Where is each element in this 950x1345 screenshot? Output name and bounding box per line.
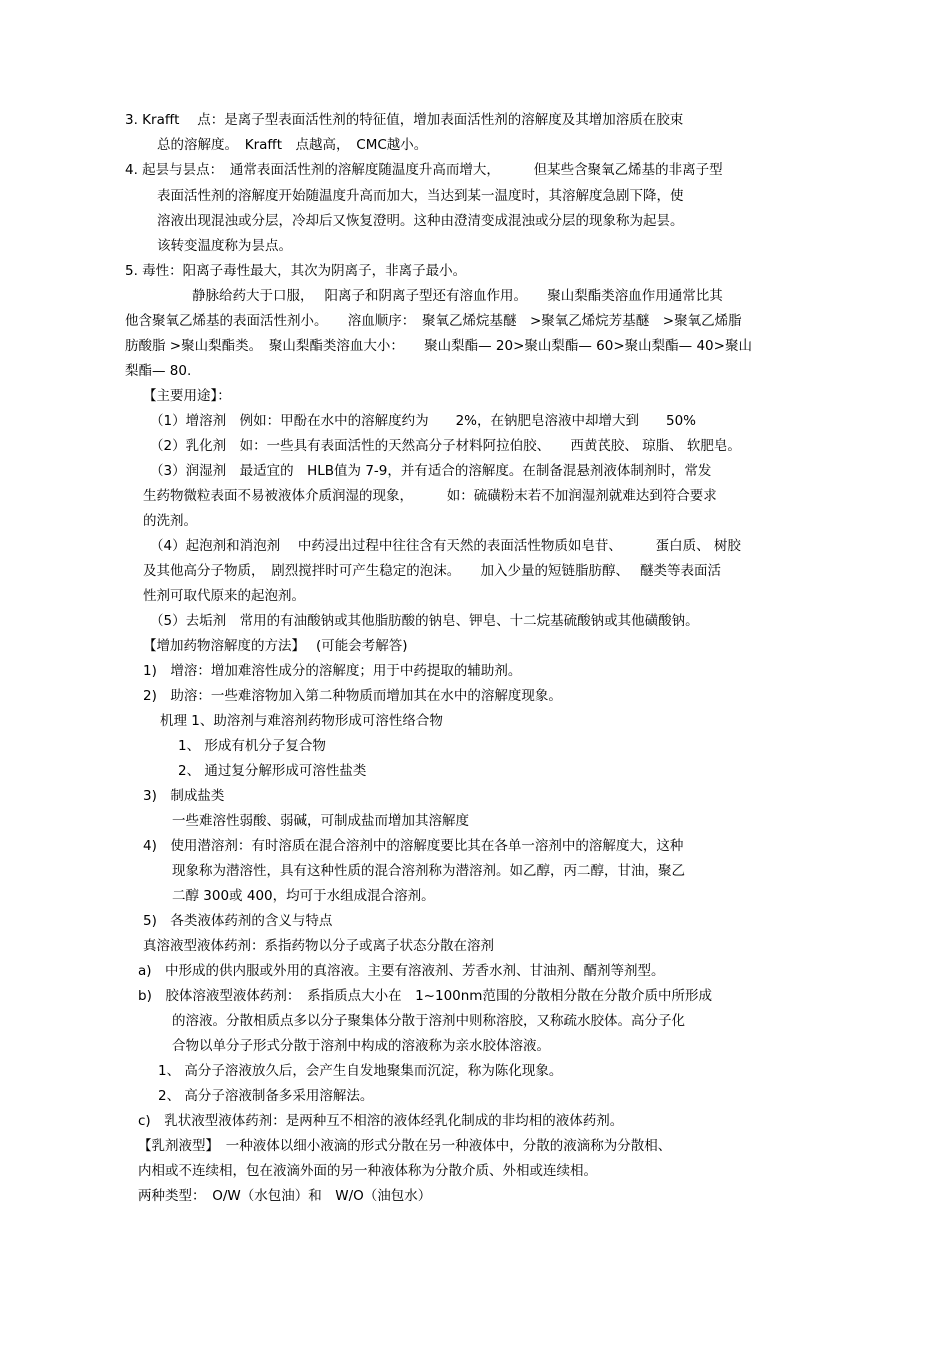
text-line: 1、 高分子溶液放久后，会产生自发地聚集而沉淀，称为陈化现象。 [158,1063,563,1079]
text-line: 4) 使用潜溶剂：有时溶质在混合溶剂中的溶解度要比其在各单一溶剂中的溶解度大，这种 [143,838,684,854]
text-line: c) 乳状液型液体药剂：是两种互不相溶的液体经乳化制成的非均相的液体药剂。 [138,1113,624,1129]
text-line: 3. Krafft 点：是离子型表面活性剂的特征值，增加表面活性剂的溶解度及其增加溶质在胶束 [125,112,684,128]
text-line: （5）去垢剂 常用的有油酸钠或其他脂肪酸的钠皂、钾皂、十二烷基硫酸钠或其他磺酸钠。 [150,613,699,629]
text-line: 机理 1、助溶剂与难溶剂药物形成可溶性络合物 [160,713,443,729]
text-line: 2) 助溶：一些难溶物加入第二种物质而增加其在水中的溶解度现象。 [143,688,562,704]
text-line: 2、 通过复分解形成可溶性盐类 [178,763,367,779]
text-line: （2）乳化剂 如：一些具有表面活性的天然高分子材料阿拉伯胶、 西黄芪胶、 琼脂、 软肥皂。 [150,438,741,454]
text-line: 内相或不连续相，包在液滴外面的另一种液体称为分散介质、外相或连续相。 [138,1163,597,1179]
text-line: 4. 起昙与昙点： 通常表面活性剂的溶解度随温度升高而增大， 但某些含聚氧乙烯基的非离子型 [125,162,723,178]
text-line: 二醇 300或 400，均可于水组成混合溶剂。 [172,888,435,904]
text-line: 1) 增溶：增加难溶性成分的溶解度；用于中药提取的辅助剂。 [143,663,522,679]
text-line: 5. 毒性：阳离子毒性最大，其次为阴离子，非离子最小。 [125,263,467,279]
text-line: 性剂可取代原来的起泡剂。 [143,588,305,604]
text-line: 1、 形成有机分子复合物 [178,738,326,754]
text-line: 生药物微粒表面不易被液体介质润湿的现象， 如：硫磺粉末若不加润湿剂就难达到符合要求 [143,488,717,504]
text-line: （4）起泡剂和消泡剂 中药浸出过程中往往含有天然的表面活性物质如皂苷、 蛋白质、 树胶 [150,538,741,554]
text-line: 的洗剂。 [143,513,197,529]
text-line: 【主要用途】： [143,388,231,404]
text-line: 梨酯— 80. [125,363,192,379]
text-line: 溶液出现混浊或分层，冷却后又恢复澄明。这种由澄清变成混浊或分层的现象称为起昙。 [157,213,684,229]
text-line: b) 胶体溶液型液体药剂： 系指质点大小在 1~100nm范围的分散相分散在分散介质中所形成 [138,988,712,1004]
text-line: 表面活性剂的溶解度开始随温度升高而加大，当达到某一温度时，其溶解度急剧下降，使 [157,188,684,204]
text-line: 该转变温度称为昙点。 [157,238,292,254]
text-line: 【乳剂液型】 一种液体以细小液滴的形式分散在另一种液体中，分散的液滴称为分散相、 [138,1138,672,1154]
text-line: 两种类型： O/W（水包油）和 W/O（油包水） [138,1188,432,1204]
text-line: 总的溶解度。 Krafft 点越高， CMC越小。 [157,137,428,153]
text-line: （1）增溶剂 例如：甲酚在水中的溶解度约为 2%，在钠肥皂溶液中却增大到 50% [150,413,697,429]
text-line: 2、 高分子溶液制备多采用溶解法。 [158,1088,374,1104]
text-line: 合物以单分子形式分散于溶剂中构成的溶液称为亲水胶体溶液。 [172,1038,550,1054]
text-line: 静脉给药大于口服， 阳离子和阴离子型还有溶血作用。 聚山梨酯类溶血作用通常比其 [192,288,723,304]
text-line: 3) 制成盐类 [143,788,225,804]
text-line: 现象称为潜溶性，具有这种性质的混合溶剂称为潜溶剂。如乙醇，丙二醇，甘油，聚乙 [172,863,685,879]
text-line: a) 中形成的供内服或外用的真溶液。主要有溶液剂、芳香水剂、甘油剂、醑剂等剂型。 [138,963,665,979]
text-line: 【增加药物溶解度的方法】 (可能会考解答) [143,638,408,654]
text-line: 及其他高分子物质， 剧烈搅拌时可产生稳定的泡沫。 加入少量的短链脂肪醇、 醚类等表面活 [143,563,722,579]
text-line: 真溶液型液体药剂：系指药物以分子或离子状态分散在溶剂 [143,938,494,954]
text-line: 他含聚氧乙烯基的表面活性剂小。 溶血顺序： 聚氧乙烯烷基醚 >聚氧乙烯烷芳基醚 >聚氧乙烯脂 [125,313,742,329]
text-line: 肪酸脂 >聚山梨酯类。 聚山梨酯类溶血大小： 聚山梨酯— 20>聚山梨酯— 60>聚山梨酯— 40>聚山 [125,338,752,354]
text-line: 5) 各类液体药剂的含义与特点 [143,913,333,929]
text-line: 一些难溶性弱酸、弱碱，可制成盐而增加其溶解度 [172,813,469,829]
text-line: （3）润湿剂 最适宜的 HLB值为 7-9，并有适合的溶解度。在制备混悬剂液体制剂时，常发 [150,463,712,479]
text-line: 的溶液。分散相质点多以分子聚集体分散于溶剂中则称溶胶，又称疏水胶体。高分子化 [172,1013,685,1029]
